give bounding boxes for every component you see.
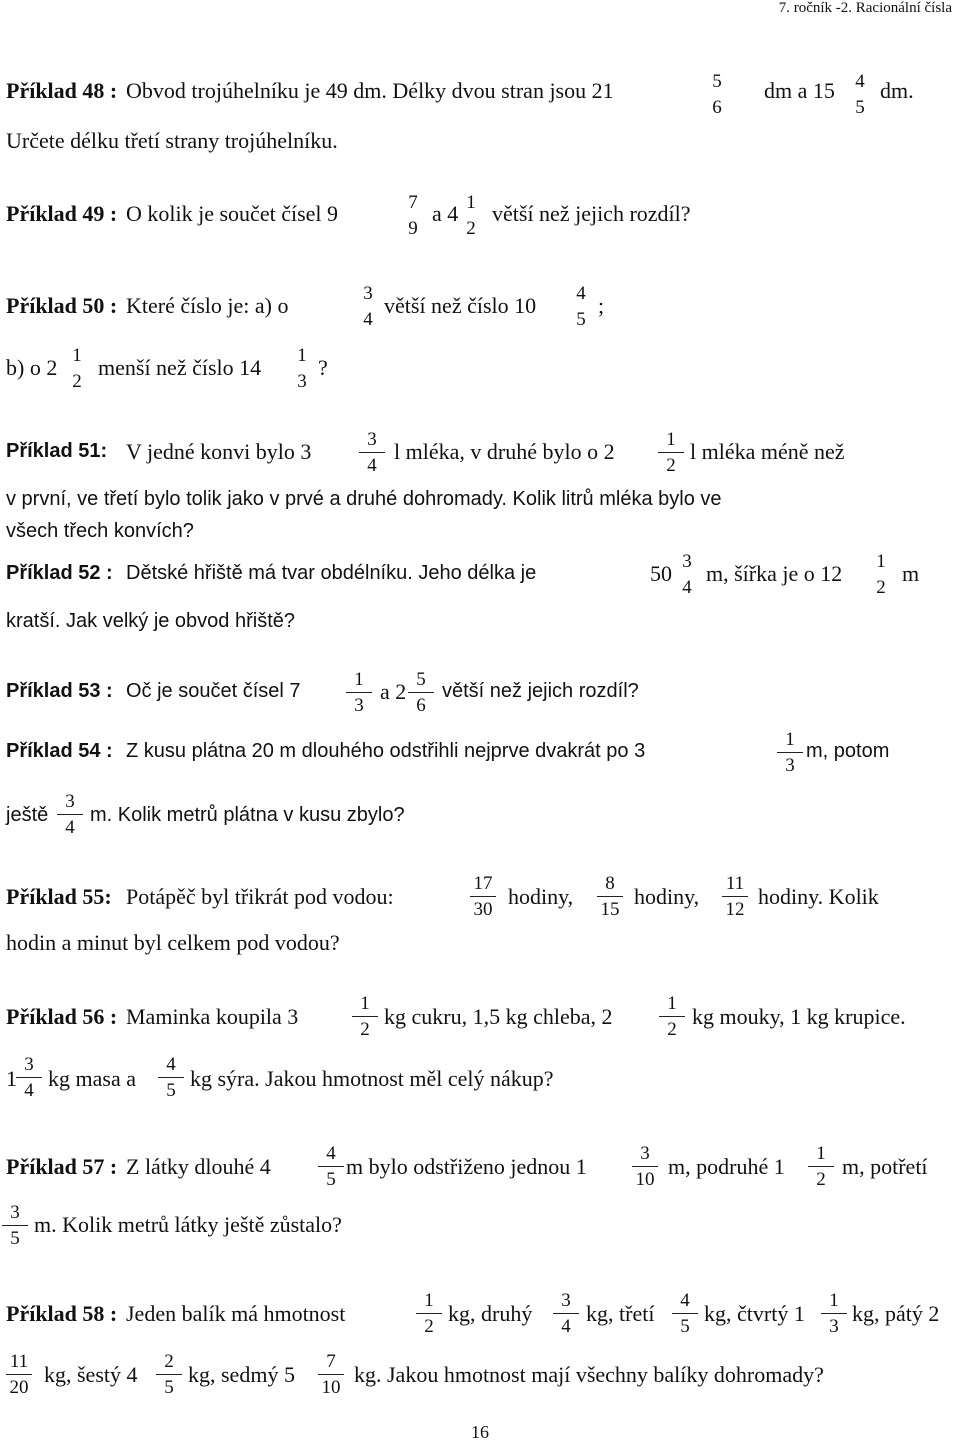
text: ještě	[6, 804, 49, 826]
fraction: 5 6	[406, 670, 436, 715]
text: dm.	[880, 78, 914, 103]
fraction: 1 2	[466, 192, 476, 239]
text: hodiny,	[508, 884, 574, 909]
text: kg, šestý 4	[44, 1362, 138, 1387]
text: Které číslo je: a) o	[126, 293, 289, 318]
text: b) o 2	[6, 355, 58, 380]
text: kg, sedmý 5	[188, 1362, 295, 1387]
text: Určete délku třetí strany trojúhelníku.	[6, 128, 338, 153]
example-52-label: Příklad 52 :	[6, 562, 113, 584]
fraction: 8 15	[595, 874, 625, 919]
fraction: 11 20	[4, 1352, 34, 1397]
text: kg, čtvrtý 1	[704, 1301, 805, 1326]
example-51-label: Příklad 51:	[6, 440, 108, 462]
example-49-label: Příklad 49 :	[6, 201, 118, 226]
text: kg, pátý 2	[852, 1301, 940, 1326]
text: v první, ve třetí bylo tolik jako v prvé a druhé dohromady. Kolik litrů mléka bylo ve	[6, 488, 722, 510]
fraction: 5 6	[712, 71, 722, 118]
fraction: 1 2	[806, 1144, 836, 1189]
text: m	[902, 561, 920, 586]
example-58-label: Příklad 58 :	[6, 1301, 118, 1326]
text: Jeden balík má hmotnost	[126, 1301, 346, 1326]
fraction: 1 3	[775, 730, 805, 775]
text: kg. Jakou hmotnost mají všechny balíky dohromady?	[354, 1362, 824, 1387]
text: m bylo odstřiženo jednou 1	[346, 1154, 587, 1179]
page-header: 7. ročník -2. Racionální čísla	[778, 0, 952, 16]
text: hodin a minut byl celkem pod vodou?	[6, 930, 340, 955]
text: a 2	[380, 679, 407, 704]
example-54-label: Příklad 54 :	[6, 740, 113, 762]
fraction: 17 30	[468, 874, 498, 919]
text: Potápěč byl třikrát pod vodou:	[126, 884, 394, 909]
example-56-label: Příklad 56 :	[6, 1004, 118, 1029]
fraction: 7 10	[316, 1352, 346, 1397]
fraction: 1 3	[344, 670, 374, 715]
text: ;	[598, 293, 605, 318]
text: m, podruhé 1	[668, 1154, 785, 1179]
text: m, potřetí	[842, 1154, 928, 1179]
fraction: 1 2	[414, 1291, 444, 1336]
fraction: 1 3	[297, 345, 307, 392]
text: kg cukru, 1,5 kg chleba, 2	[384, 1004, 613, 1029]
text: všech třech konvích?	[6, 520, 194, 542]
text: m, šířka je o 12	[706, 561, 843, 586]
text: Maminka koupila 3	[126, 1004, 299, 1029]
text: kg, druhý	[448, 1301, 533, 1326]
fraction: 3 4	[363, 283, 373, 330]
fraction: 7 9	[408, 192, 418, 239]
fraction: 3 4	[357, 430, 387, 475]
text: m, potom	[806, 740, 890, 762]
example-50-label: Příklad 50 :	[6, 293, 118, 318]
text: hodiny. Kolik	[758, 884, 879, 909]
text: kg masa a	[48, 1066, 136, 1091]
text: větší než jejich rozdíl?	[442, 680, 639, 702]
fraction: 4 5	[156, 1055, 186, 1100]
fraction: 4 5	[576, 283, 586, 330]
page-number: 16	[471, 1422, 489, 1442]
fraction: 1 2	[72, 345, 82, 392]
text: 1	[6, 1066, 17, 1091]
text: větší než číslo 10	[384, 293, 537, 318]
fraction: 4 5	[316, 1144, 346, 1189]
fraction: 1 2	[350, 994, 380, 1039]
fraction: 3 4	[551, 1291, 581, 1336]
text: kg, třetí	[586, 1301, 655, 1326]
fraction: 3 10	[630, 1144, 660, 1189]
example-48-label: Příklad 48 :	[6, 78, 118, 103]
text: m. Kolik metrů látky ještě zůstalo?	[34, 1212, 342, 1237]
text: kratší. Jak velký je obvod hřiště?	[6, 610, 296, 632]
example-55-label: Příklad 55:	[6, 884, 112, 909]
text: 50	[650, 561, 672, 586]
fraction: 2 5	[154, 1352, 184, 1397]
text: Obvod trojúhelníku je 49 dm. Délky dvou stran jsou 21	[126, 78, 614, 103]
text: menší než číslo 14	[98, 355, 262, 380]
text: l mléka méně než	[690, 439, 845, 464]
text: Oč je součet čísel 7	[126, 680, 301, 702]
example-53-label: Příklad 53 :	[6, 680, 113, 702]
fraction: 1 2	[876, 551, 886, 598]
text: Dětské hřiště má tvar obdélníku. Jeho délka je	[126, 562, 537, 584]
text: V jedné konvi bylo 3	[126, 439, 312, 464]
fraction: 1 2	[657, 994, 687, 1039]
fraction: 1 3	[819, 1291, 849, 1336]
example-57-label: Příklad 57 :	[6, 1154, 118, 1179]
fraction: 4 5	[670, 1291, 700, 1336]
text: kg sýra. Jakou hmotnost měl celý nákup?	[190, 1066, 554, 1091]
text: Z kusu plátna 20 m dlouhého odstřihli nejprve dvakrát po 3	[126, 740, 646, 762]
text: dm a 15	[764, 78, 835, 103]
text: hodiny,	[634, 884, 700, 909]
text: m. Kolik metrů plátna v kusu zbylo?	[90, 804, 405, 826]
fraction: 3 4	[682, 551, 692, 598]
text: Z látky dlouhé 4	[126, 1154, 271, 1179]
fraction: 4 5	[855, 71, 865, 118]
text: l mléka, v druhé bylo o 2	[394, 439, 615, 464]
text: větší než jejich rozdíl?	[492, 201, 691, 226]
text: ?	[318, 355, 328, 380]
text: a 4	[432, 201, 459, 226]
fraction: 11 12	[720, 874, 750, 919]
fraction: 1 2	[656, 430, 686, 475]
text: O kolik je součet čísel 9	[126, 201, 339, 226]
fraction: 3 5	[0, 1203, 30, 1248]
fraction: 3 4	[14, 1055, 44, 1100]
text: kg mouky, 1 kg krupice.	[692, 1004, 906, 1029]
fraction: 3 4	[55, 792, 85, 837]
